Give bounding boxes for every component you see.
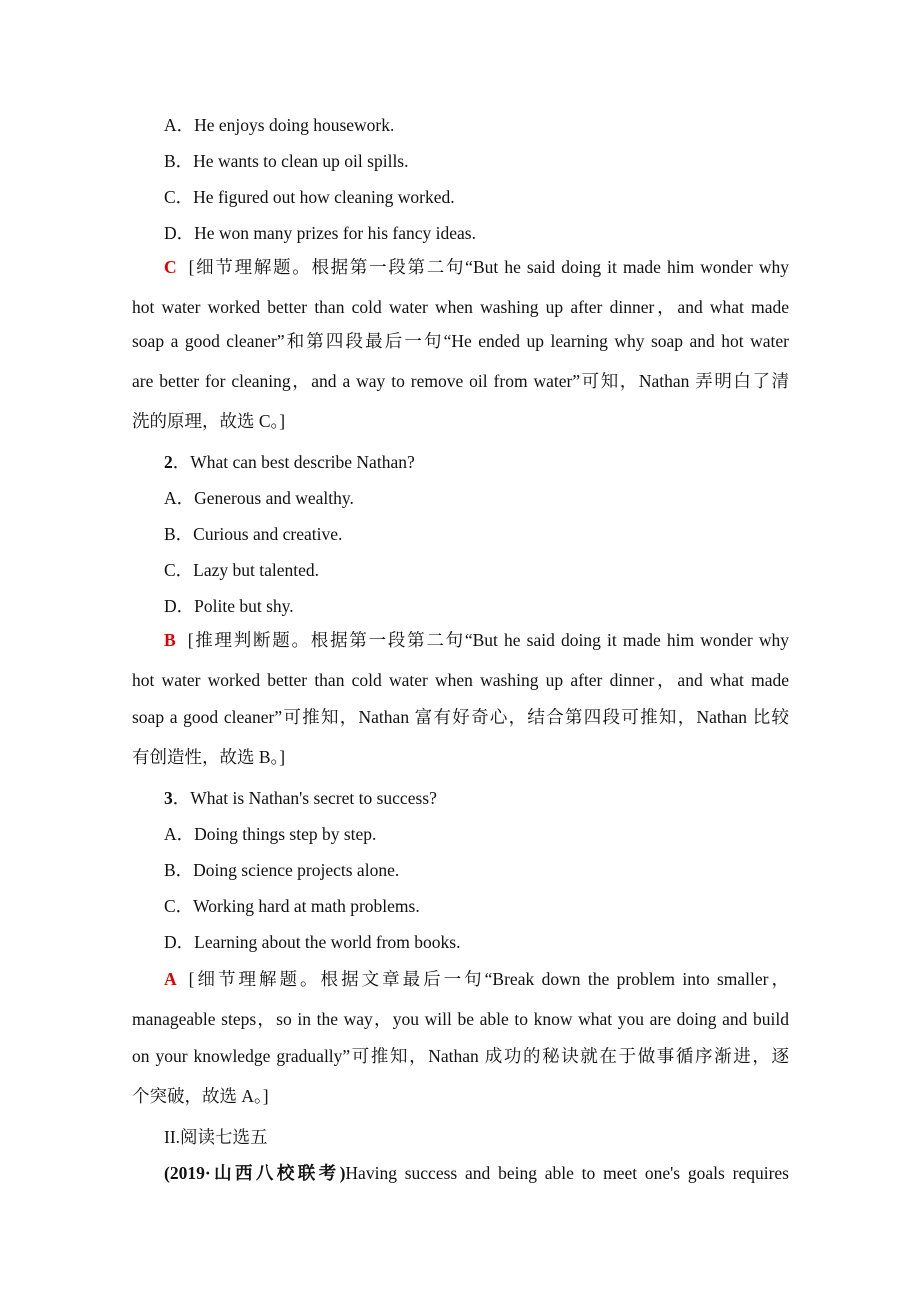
q1-explanation-line-1: C [细节理解题。根据第一段第二句“But he said doing it made him wonder why <box>164 257 789 277</box>
q1-option-d: D．He won many prizes for his fancy ideas. <box>164 223 476 243</box>
q3-explanation-line-4: 个突破，故选 A。] <box>132 1086 269 1106</box>
q2-option-c: C．Lazy but talented. <box>164 560 320 580</box>
q2-option-b: B．Curious and creative. <box>164 524 343 544</box>
q1-answer-letter: C <box>164 257 177 277</box>
q3-option-d: D．Learning about the world from books. <box>164 932 461 952</box>
q3-option-c: C．Working hard at math problems. <box>164 896 420 916</box>
q2-explanation-line-3: soap a good cleaner”可推知，Nathan 富有好奇心，结合第四段可推知，Nathan 比较 <box>132 707 789 727</box>
q2-option-d: D．Polite but shy. <box>164 596 294 616</box>
q2-explanation-line-4: 有创造性，故选 B。] <box>132 747 286 767</box>
q2-explanation-line-1: B [推理判断题。根据第一段第二句“But he said doing it made him wonder why <box>164 630 789 650</box>
q3-option-b: B．Doing science projects alone. <box>164 860 400 880</box>
section-intro-line: (2019·山西八校联考)Having success and being able to meet one's goals requires <box>164 1163 789 1183</box>
q1-explanation-line-2: hot water worked better than cold water when washing up after dinner，and what made <box>132 297 789 317</box>
q1-explanation-line-4: are better for cleaning，and a way to remove oil from water”可知，Nathan 弄明白了清 <box>132 371 789 391</box>
section-title: II.阅读七选五 <box>164 1127 268 1147</box>
q3-stem: 3．What is Nathan's secret to success? <box>164 788 437 808</box>
q3-answer-letter: A <box>164 969 177 989</box>
q3-option-a: A．Doing things step by step. <box>164 824 377 844</box>
q2-explanation-line-2: hot water worked better than cold water when washing up after dinner，and what made <box>132 670 789 690</box>
q2-option-a: A．Generous and wealthy. <box>164 488 354 508</box>
q3-explanation-line-1: A [细节理解题。根据文章最后一句“Break down the problem into smaller， <box>164 969 789 989</box>
q2-stem: 2．What can best describe Nathan? <box>164 452 415 472</box>
q1-option-b: B．He wants to clean up oil spills. <box>164 151 409 171</box>
q2-number: 2 <box>164 452 173 472</box>
q3-explanation-line-2: manageable steps，so in the way，you will be able to know what you are doing and build <box>132 1009 789 1029</box>
q1-option-c: C．He figured out how cleaning worked. <box>164 187 455 207</box>
q1-explanation-line-5: 洗的原理，故选 C。] <box>132 411 286 431</box>
q1-explanation-line-3: soap a good cleaner”和第四段最后一句“He ended up learning why soap and hot water <box>132 331 789 351</box>
q3-number: 3 <box>164 788 173 808</box>
q3-explanation-line-3: on your knowledge gradually”可推知，Nathan 成功的秘诀就在于做事循序渐进，逐 <box>132 1046 789 1066</box>
q2-answer-letter: B <box>164 630 176 650</box>
q1-option-a: A．He enjoys doing housework. <box>164 115 395 135</box>
section-source: (2019·山西八校联考) <box>164 1163 346 1183</box>
